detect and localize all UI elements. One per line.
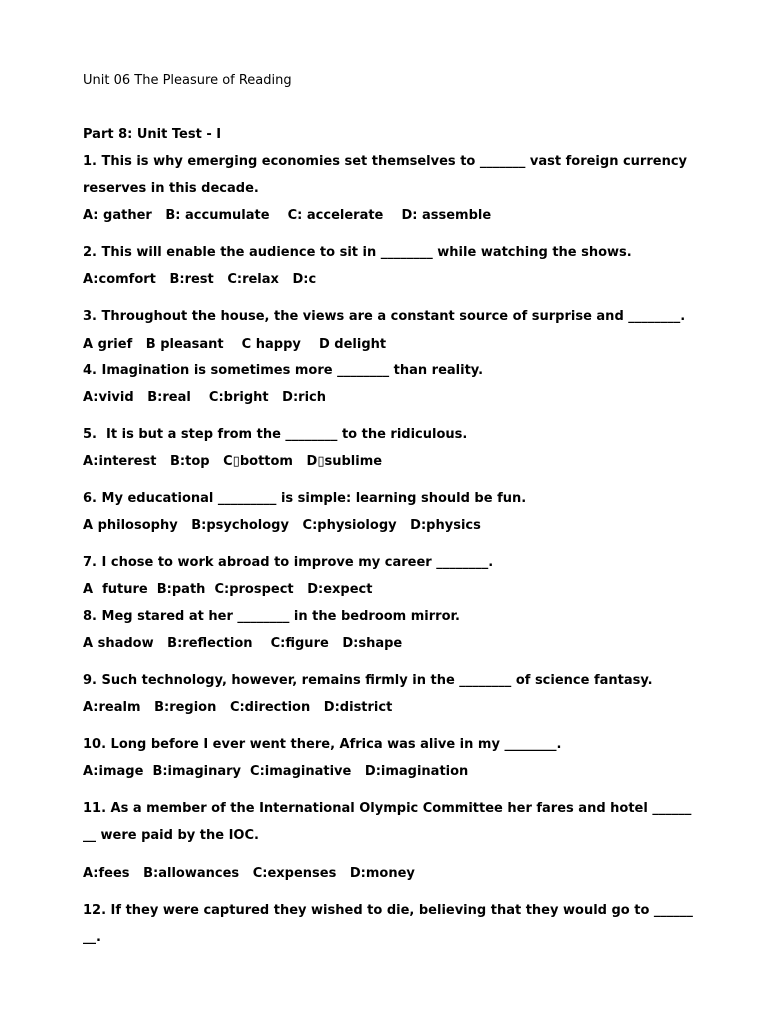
question-4-line-1: 4. Imagination is sometimes more ________ than reality. (83, 363, 484, 378)
question-9-options: A:realm B:region C:direction D:district (83, 700, 393, 715)
question-1-line-2: reserves in this decade. (83, 181, 259, 196)
question-7-options: A future B:path C:prospect D:expect (83, 582, 373, 597)
question-11-line-2: __ were paid by the IOC. (83, 828, 259, 843)
question-6-line-1: 6. My educational _________ is simple: learning should be fun. (83, 491, 527, 506)
question-10-line-1: 10. Long before I ever went there, Africa was alive in my ________. (83, 737, 562, 752)
question-2-line-1: 2. This will enable the audience to sit in ________ while watching the shows. (83, 245, 632, 260)
question-4-options: A:vivid B:real C:bright D:rich (83, 390, 326, 405)
question-1-options: A: gather B: accumulate C: accelerate D: assemble (83, 208, 492, 223)
part-title: Part 8: Unit Test - I (83, 127, 222, 142)
question-5-options: A:interest B:top C▯bottom D▯sublime (83, 454, 383, 469)
question-9-line-1: 9. Such technology, however, remains firmly in the ________ of science fantasy. (83, 673, 653, 688)
question-11-line-1: 11. As a member of the International Olympic Committee her fares and hotel ______ (83, 801, 692, 816)
question-11-options: A:fees B:allowances C:expenses D:money (83, 866, 415, 881)
question-3-options: A grief B pleasant C happy D delight (83, 337, 387, 352)
question-5-line-1: 5. It is but a step from the ________ to the ridiculous. (83, 427, 468, 442)
question-1-line-1: 1. This is why emerging economies set themselves to _______ vast foreign currency (83, 154, 688, 169)
question-8-line-1: 8. Meg stared at her ________ in the bedroom mirror. (83, 609, 460, 624)
unit-title: Unit 06 The Pleasure of Reading (83, 73, 292, 88)
question-2-options: A:comfort B:rest C:relax D:c (83, 272, 317, 287)
question-7-line-1: 7. I chose to work abroad to improve my career ________. (83, 555, 494, 570)
question-12-line-2: __. (83, 930, 101, 945)
question-10-options: A:image B:imaginary C:imaginative D:imagination (83, 764, 469, 779)
question-8-options: A shadow B:reflection C:figure D:shape (83, 636, 403, 651)
question-12-line-1: 12. If they were captured they wished to die, believing that they would go to ______ (83, 903, 693, 918)
question-6-options: A philosophy B:psychology C:physiology D:physics (83, 518, 481, 533)
question-3-line-1: 3. Throughout the house, the views are a constant source of surprise and ________. (83, 309, 686, 324)
